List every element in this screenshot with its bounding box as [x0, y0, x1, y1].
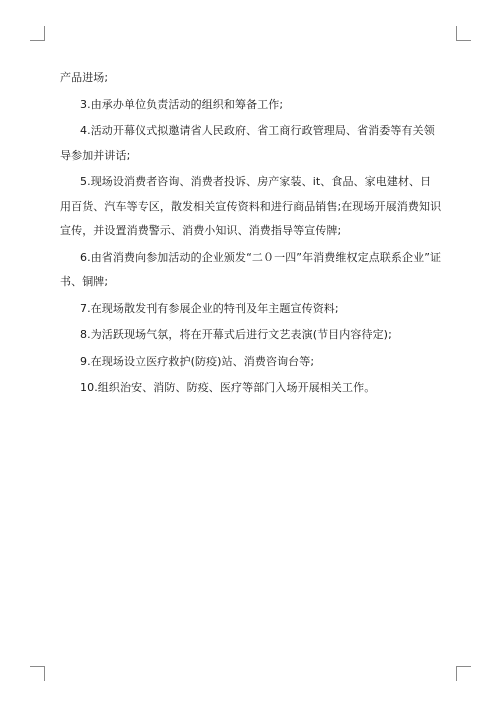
- crop-mark-bottom-left: [30, 666, 45, 681]
- crop-mark-bottom-right: [456, 666, 471, 681]
- paragraph-item-8: 8.为活跃现场气氛，将在开幕式后进行文艺表演(节目内容待定);: [80, 328, 392, 341]
- paragraph-item-10: 10.组织治安、消防、防疫、医疗等部门入场开展相关工作。: [80, 381, 376, 394]
- paragraph-item-6: 6.由省消费向参加活动的企业颁发“二０一四”年消费维权定点联系企业”证书、铜牌;: [60, 250, 442, 288]
- crop-mark-top-left: [30, 26, 45, 41]
- paragraph-continuation: 产品进场;: [60, 71, 109, 84]
- paragraph-item-4: 4.活动开幕仪式拟邀请省人民政府、省工商行政管理局、省消委等有关领导参加并讲话;: [60, 124, 435, 162]
- paragraph-item-5: 5.现场设消费者咨询、消费者投诉、房产家装、it、食品、家电建材、日用百货、汽车等专区，散发相关宣传资料和进行商品销售;在现场开展消费知识宣传，并设置消费警示、消费小知识、消费指导等宣传牌;: [60, 175, 442, 237]
- paragraph-item-9: 9.在现场设立医疗救护(防疫)站、消费咨询台等;: [80, 354, 315, 368]
- crop-mark-top-right: [456, 26, 471, 41]
- paragraph-item-7: 7.在现场散发刊有参展企业的特刊及年主题宣传资料;: [80, 301, 339, 315]
- document-body: [60, 66, 442, 401]
- paragraph-item-3: 3.由承办单位负责活动的组织和筹备工作;: [80, 97, 284, 111]
